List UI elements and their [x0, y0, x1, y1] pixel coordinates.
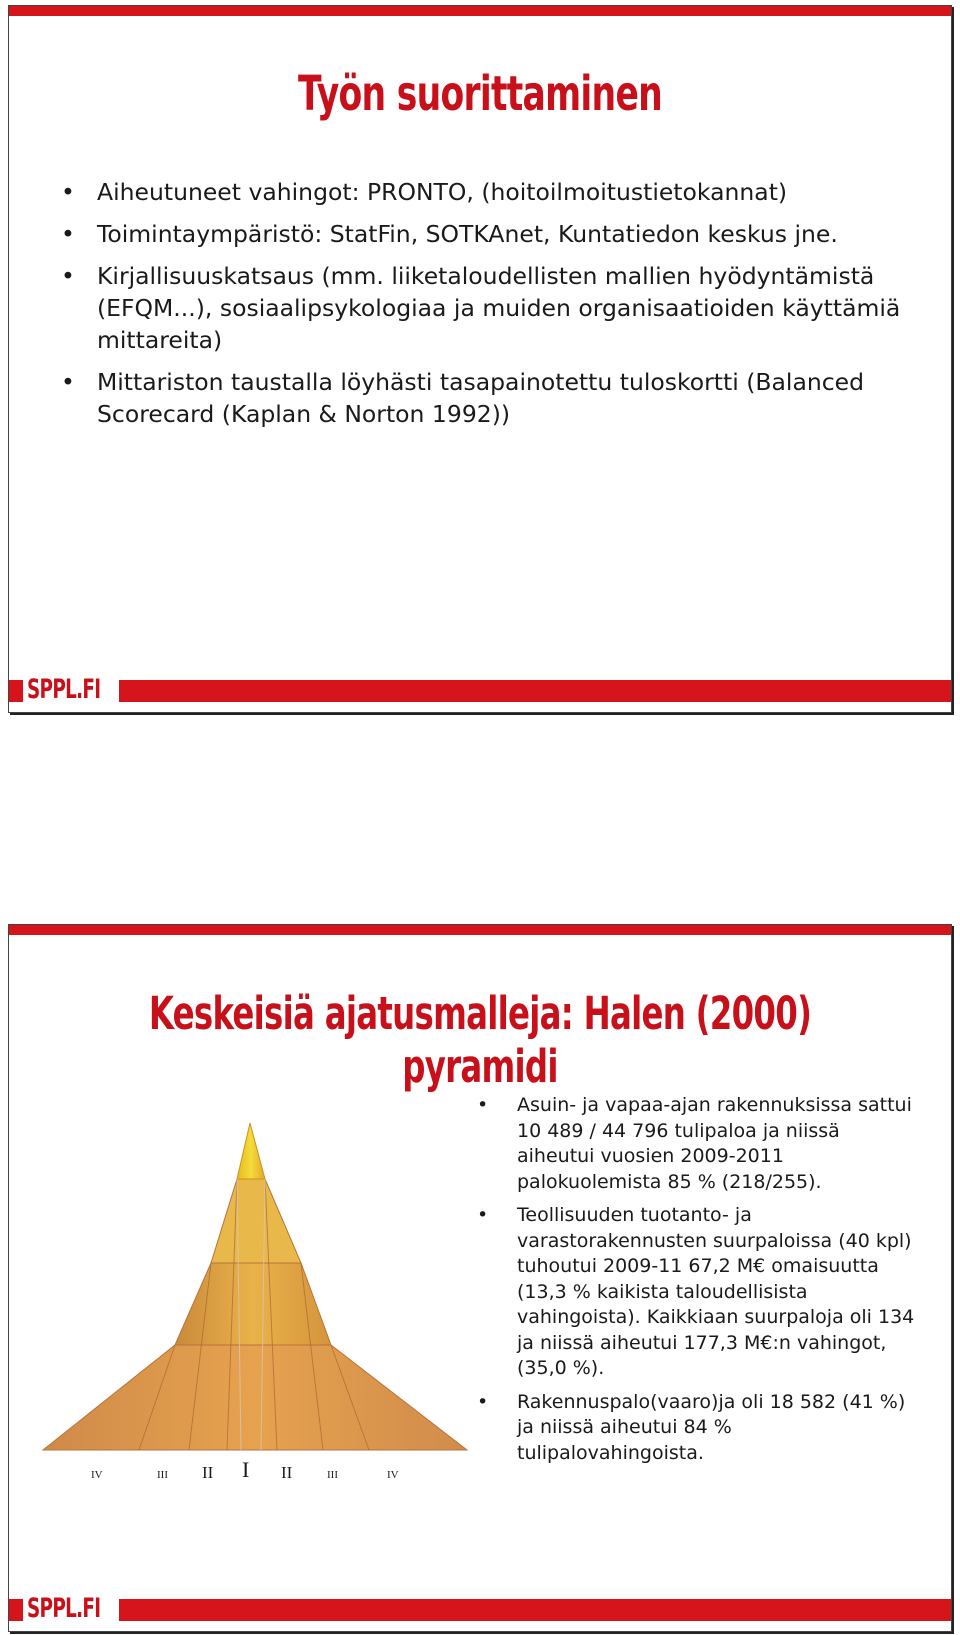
bullet-icon: •: [61, 220, 75, 248]
list-item: • Aiheutuneet vahingot: PRONTO, (hoitoilmoitustietokannat): [61, 178, 788, 206]
pyramid-label-i: I: [242, 1457, 250, 1482]
pyramid-tier-third: [175, 1263, 331, 1345]
list-item: • Rakennuspalo(vaaro)ja oli 18 582 (41 %) ja niissä aiheutui 84 % tulipalovahingoista.: [477, 1390, 906, 1464]
list-item: • Asuin- ja vapaa-ajan rakennuksissa sattui 10 489 / 44 796 tulipaloa ja niissä aiheutui vuosien 2009-2011 palokuolemista 85 % (218/255).: [477, 1094, 912, 1193]
pyramid-label-iii-right: III: [327, 1469, 338, 1481]
sppl-logo: SPPL.FI: [27, 1593, 101, 1624]
bullet-icon: •: [61, 368, 75, 396]
sppl-logo: SPPL.FI: [27, 674, 101, 705]
bullet-icon: •: [477, 1390, 489, 1413]
pyramid-label-iii-left: III: [157, 1469, 168, 1481]
top-accent-bar: [9, 6, 951, 16]
slide-footer: [9, 1595, 951, 1623]
bullet-icon: •: [477, 1094, 489, 1116]
pyramid-label-ii-left: II: [202, 1463, 214, 1482]
pyramid-tier-base: [43, 1345, 467, 1450]
footer-bar: [119, 680, 951, 702]
pyramid-label-ii-right: II: [281, 1463, 293, 1482]
bullet-icon: •: [61, 178, 75, 206]
slide-work-execution: [8, 5, 952, 713]
bullet-icon: •: [61, 262, 75, 290]
pyramid-label-iv-left: IV: [91, 1469, 103, 1481]
slide-title: Keskeisiä ajatusmalleja: Halen (2000) pyramidi: [148, 987, 812, 1093]
footer-bar: [119, 1599, 951, 1621]
bullet-list: [477, 1093, 917, 1474]
slide-title: Työn suorittaminen: [297, 66, 663, 122]
footer-bar-left: [9, 680, 23, 702]
list-item: • Toimintaympäristö: StatFin, SOTKAnet, Kuntatiedon keskus jne.: [61, 220, 838, 248]
pyramid-tier-second: [211, 1179, 301, 1263]
list-item: • Kirjallisuuskatsaus (mm. liiketaloudellisten mallien hyödyntämistä (EFQM...), sosiaalipsykologiaa ja muiden organisaatioiden käyttämiä mittareita): [61, 262, 901, 354]
halen-pyramid-diagram: [9, 925, 469, 1565]
bullet-list: [61, 176, 921, 440]
slide-footer: [9, 676, 951, 704]
list-item: • Mittariston taustalla löyhästi tasapainotettu tuloskortti (Balanced Scorecard (Kaplan & Norton 1992)): [61, 368, 865, 428]
pyramid-spire: [237, 1123, 265, 1179]
slide-halen-pyramid: [8, 924, 952, 1632]
footer-bar-left: [9, 1599, 23, 1621]
bullet-icon: •: [477, 1204, 489, 1226]
list-item: • Teollisuuden tuotanto- ja varastorakennusten suurpaloissa (40 kpl) tuhoutui 2009-11 67,2 M€ omaisuutta (13,3 % kaikista taloudellisista vahingoista). Kaikkiaan suurpaloja oli 134 ja niissä aiheutui 177,3 M€:n vahingot, (35,0 %).: [477, 1204, 915, 1379]
pyramid-label-iv-right: IV: [387, 1469, 399, 1481]
